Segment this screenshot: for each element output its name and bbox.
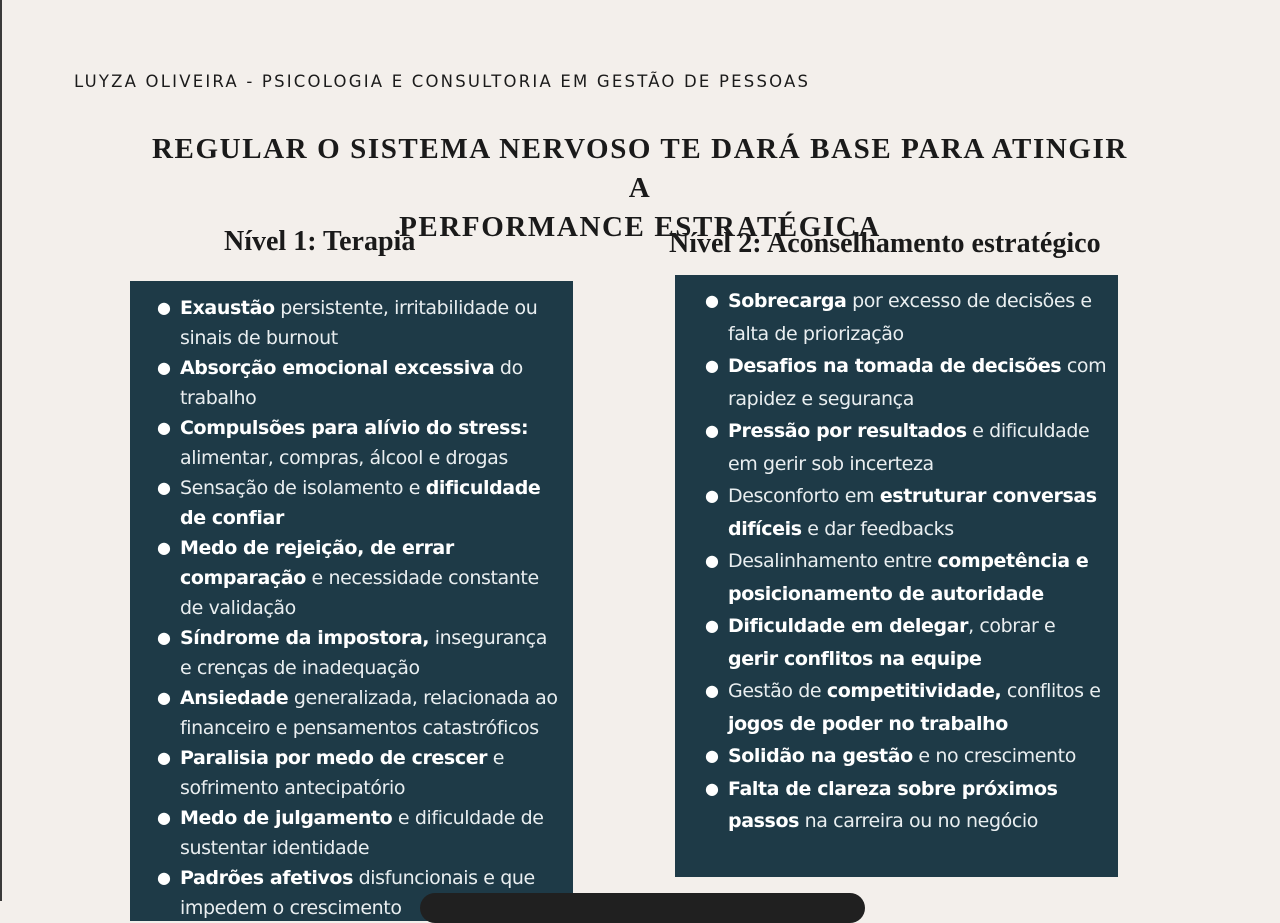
- left-border: [0, 0, 2, 901]
- list-item: ● Exaustão persistente, irritabilidade ou sinais de burnout: [180, 293, 563, 353]
- bullet-icon: ●: [705, 746, 719, 765]
- level2-panel: [675, 275, 1118, 877]
- list-item: ● Medo de julgamento e dificuldade de sustentar identidade: [180, 803, 563, 863]
- viewer-toolbar[interactable]: [420, 893, 865, 923]
- bullet-icon: ●: [705, 681, 719, 700]
- level1-list: [157, 293, 563, 923]
- level1-panel: [130, 281, 573, 921]
- bullet-icon: ●: [157, 748, 171, 767]
- bullet-icon: ●: [705, 778, 719, 798]
- level1-heading: Nível 1: Terapia: [224, 226, 416, 257]
- list-item: ● Solidão na gestão e no crescimento: [728, 740, 1108, 773]
- list-item: ● Sobrecarga por excesso de decisões e falta de priorização: [728, 285, 1108, 350]
- list-item: ● Medo de rejeição, de errar comparação e necessidade constante de validação: [180, 533, 563, 623]
- title-line-2: PERFORMANCE ESTRATÉGICA: [399, 211, 881, 243]
- bullet-icon: ●: [157, 418, 171, 437]
- bullet-icon: ●: [157, 478, 171, 497]
- list-item: ● Paralisia por medo de crescer e sofrimento antecipatório: [180, 743, 563, 803]
- bullet-icon: ●: [705, 616, 719, 635]
- bullet-icon: ●: [705, 291, 719, 310]
- brand-header: LUYZA OLIVEIRA - PSICOLOGIA E CONSULTORIA EM GESTÃO DE PESSOAS: [74, 72, 811, 91]
- list-item: ● Absorção emocional excessiva do trabalho: [180, 353, 563, 413]
- bullet-icon: ●: [157, 808, 171, 827]
- list-item: ● Desalinhamento entre competência e posicionamento de autoridade: [728, 545, 1108, 610]
- title-line-1: REGULAR O SISTEMA NERVOSO TE DARÁ BASE PARA ATINGIR A: [152, 133, 1128, 204]
- list-item: ● Síndrome da impostora, insegurança e crenças de inadequação: [180, 623, 563, 683]
- list-item: ● Desconforto em estruturar conversas difíceis e dar feedbacks: [728, 480, 1108, 545]
- level2-heading: Nível 2: Aconselhamento estratégico: [669, 228, 1101, 259]
- list-item: ● Compulsões para alívio do stress: alimentar, compras, álcool e drogas: [180, 413, 563, 473]
- list-item: ● Pressão por resultados e dificuldade em gerir sob incerteza: [728, 415, 1108, 480]
- bullet-icon: ●: [705, 486, 719, 505]
- bullet-icon: ●: [157, 538, 171, 557]
- bullet-icon: ●: [157, 628, 171, 647]
- bullet-icon: ●: [157, 868, 171, 887]
- bullet-icon: ●: [705, 356, 719, 375]
- bullet-icon: ●: [157, 688, 171, 707]
- list-item: ● Falta de clareza sobre próximos passos na carreira ou no negócio: [728, 773, 1108, 838]
- bullet-icon: ●: [705, 551, 719, 570]
- list-item: ● Padrões afetivos disfuncionais e que impedem o crescimento: [180, 863, 563, 923]
- list-item: ● Desafios na tomada de decisões com rapidez e segurança: [728, 350, 1108, 415]
- bullet-icon: ●: [705, 421, 719, 440]
- list-item: ● Dificuldade em delegar, cobrar e gerir conflitos na equipe: [728, 610, 1108, 675]
- list-item: ● Sensação de isolamento e dificuldade de confiar: [180, 473, 563, 533]
- list-item: ● Ansiedade generalizada, relacionada ao financeiro e pensamentos catastróficos: [180, 683, 563, 743]
- bullet-icon: ●: [157, 358, 171, 377]
- list-item: ● Gestão de competitividade, conflitos e jogos de poder no trabalho: [728, 675, 1108, 740]
- level2-list: [705, 285, 1108, 838]
- bullet-icon: ●: [157, 298, 171, 317]
